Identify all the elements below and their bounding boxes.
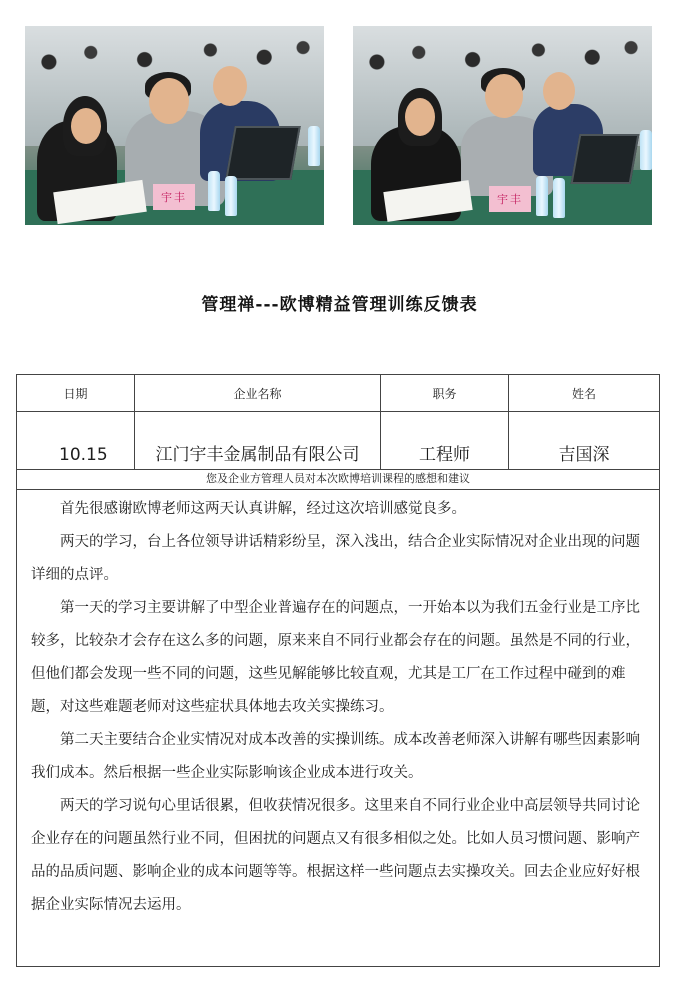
nameplate: 宇丰 [153, 184, 195, 210]
header-row [17, 375, 659, 412]
water-bottle [208, 171, 220, 211]
header-date: 日期 [17, 375, 135, 411]
water-bottle [553, 178, 565, 218]
man-head-2 [213, 66, 247, 106]
laptop [571, 134, 640, 184]
value-name: 吉国深 [558, 445, 610, 465]
form-title: 管理禅---欧博精益管理训练反馈表 [201, 295, 478, 315]
value-company: 江门宇丰金属制品有限公司 [135, 411, 381, 469]
water-bottle [308, 126, 320, 166]
feedback-form [16, 374, 660, 967]
value-date: 10.15 [17, 411, 135, 469]
laptop [225, 126, 301, 180]
water-bottle [225, 176, 237, 216]
woman-head [71, 108, 101, 144]
man-head-2 [543, 72, 575, 110]
man-head [485, 74, 523, 118]
feedback-section-title: 您及企业方管理人员对本次欧博培训课程的感想和建议 [17, 469, 659, 490]
header-position: 职务 [381, 375, 509, 411]
header-name: 姓名 [571, 386, 596, 401]
feedback-text [31, 493, 649, 956]
water-bottle [536, 176, 548, 216]
training-photo-right [353, 26, 652, 225]
feedback-paragraph: 两天的学习说句心里话很累，但收获情况很多。这里来自不同行业企业中高层领导共同讨论企业存在的问题虽然行业不同，但困扰的问题点又有很多相似之处。比如人员习惯问题、影响产品的品质问题、影响企业的成本问题等等。根据这样一些问题点去实操攻关。回去企业应好好根据企业实际情况去运用。 [31, 798, 640, 913]
woman-head [405, 98, 435, 136]
value-row [17, 411, 659, 470]
feedback-paragraph: 第二天主要结合企业实情况对成本改善的实操训练。成本改善老师深入讲解有哪些因素影响我们成本。然后根据一些企业实际影响该企业成本进行攻关。 [31, 732, 640, 781]
training-photo-left [25, 26, 324, 225]
nameplate: 宇丰 [489, 186, 531, 212]
header-company: 企业名称 [135, 375, 381, 411]
water-bottle [640, 130, 652, 170]
feedback-paragraph: 第一天的学习主要讲解了中型企业普遍存在的问题点，一开始本以为我们五金行业是工序比较多，比较杂才会存在这么多的问题，原来来自不同行业都会存在的问题。虽然是不同的行业，但他们都会发现一些不同的问题，这些见解能够比较直观，尤其是工厂在工作过程中碰到的难题，对这些难题老师对这些症状具体地去攻关实操练习。 [31, 600, 640, 715]
man-head [149, 78, 189, 124]
value-position: 工程师 [381, 411, 509, 469]
feedback-paragraph: 两天的学习，台上各位领导讲话精彩纷呈，深入浅出，结合企业实际情况对企业出现的问题详细的点评。 [31, 534, 640, 583]
feedback-paragraph: 首先很感谢欧博老师这两天认真讲解，经过这次培训感觉良多。 [60, 501, 466, 517]
